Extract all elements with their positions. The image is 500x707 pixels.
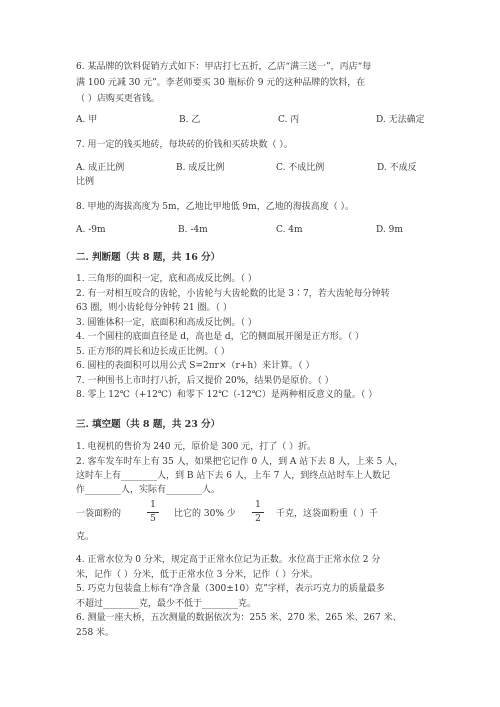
section-3-title: 三. 填空题（共 8 题，共 23 分） [76, 419, 221, 430]
fill-q2-line-2: 这时车上有________人，到 B 站下去 6 人，上车 7 人，到终点站时车上人数记 [76, 471, 391, 481]
q7-option-d[interactable]: D. 不成反 [377, 163, 417, 173]
q7-line-1: 7. 用一定的钱买地砖，每块砖的价钱和买砖块数（ ）。 [76, 140, 293, 150]
q7-option-c[interactable]: C. 不成比例 [276, 163, 325, 173]
fraction-one-fifth [147, 500, 159, 525]
q6-line-2: 满 100 元减 30 元”。李老师要买 30 瓶标价 9 元的这种品牌的饮料，在 [76, 78, 366, 88]
fill-q2-line-3: 作________人，实际有________人。 [76, 485, 221, 495]
fraction-one-fifth-denominator: 5 [150, 514, 156, 524]
fraction-bar [252, 512, 264, 513]
judge-line-9: 8. 零上 12℃（+12℃）和零下 12℃（-12℃）是两种相反意义的量。（ ） [76, 390, 378, 400]
judge-line-1: 1. 三角形的面积一定，底和高成反比例。（ ） [76, 274, 257, 284]
q6-option-d[interactable]: D. 无法确定 [376, 115, 425, 125]
judge-line-4: 3. 圆锥体积一定，底面积和高成反比例。（ ） [76, 318, 257, 328]
q6-option-c[interactable]: C. 丙 [278, 115, 300, 125]
judge-line-2: 2. 有一对相互咬合的齿轮，小齿轮与大齿轮数的比是 3∶7，若大齿轮每分钟转 [76, 289, 390, 299]
fraction-one-half-denominator: 2 [255, 514, 261, 524]
judge-line-5: 4. 一个圆柱的底面直径是 d，高也是 d，它的侧面展开图是正方形。（ ） [76, 332, 365, 342]
judge-line-3: 63 圈，则小齿轮每分钟转 21 圈。（ ） [76, 303, 232, 313]
fill-q4-line-2: 米，记作（ ）分米，低于正常水位 3 分米，记作（ ）分米。 [76, 570, 319, 580]
section-2-title: 二. 判断题（共 8 题，共 16 分） [76, 252, 221, 263]
fraction-one-fifth-numerator: 1 [150, 500, 156, 510]
fill-q6-line-1: 6. 测量一座大桥，五次测量的数据依次为：255 米、270 米、265 米、267 米、 [76, 613, 402, 623]
fraction-one-half-numerator: 1 [255, 500, 261, 510]
q7-option-d-wrap: 比例 [76, 177, 95, 187]
fill-q4-line-1: 4. 正常水位为 0 分米，规定高于正常水位记为正数。水位高于正常水位 2 分 [76, 555, 381, 565]
q7-option-a[interactable]: A. 成正比例 [76, 163, 125, 173]
q7-option-b[interactable]: B. 成反比例 [176, 163, 225, 173]
q8-option-a[interactable]: A. -9m [76, 225, 106, 235]
judge-line-8: 7. 一种围书上市时打八折，后又提价 20%，结果仍是原价。（ ） [76, 376, 334, 386]
q8-option-d[interactable]: D. 9m [376, 225, 403, 235]
q6-option-b[interactable]: B. 乙 [179, 115, 201, 125]
q6-line-1: 6. 某品牌的饮料促销方式如下：甲店打七五折，乙店“满三送一”，丙店“每 [76, 62, 372, 72]
q8-option-b[interactable]: B. -4m [178, 225, 208, 235]
fill-q3-text-a: 一袋面粉的 [76, 509, 122, 519]
q8-line-1: 8. 甲地的海拔高度为 5m，乙地比甲地低 9m，乙地的海拔高度（ ）。 [76, 202, 355, 212]
fraction-bar [147, 512, 159, 513]
fill-q5-line-1: 5. 巧克力包装盒上标有“净含量（300±10）克”字样，表示巧克力的质量最多 [76, 584, 385, 594]
fill-q1: 1. 电视机的售价为 240 元，原价是 300 元，打了（ ）折。 [76, 442, 317, 452]
fill-q3-text-b: 比它的 30% 少 [174, 509, 236, 519]
fill-q2-line-1: 2. 客车发车时车上有 35 人，如果把它记作 0 人，到 A 站下去 8 人，上来 5 人， [76, 457, 404, 467]
q6-option-a[interactable]: A. 甲 [76, 115, 98, 125]
judge-line-7: 6. 圆柱的表面积可以用公式 S=2πr×（r+h）来计算。（ ） [76, 361, 315, 371]
fill-q5-line-2: 不超过________克，最少不低于________克。 [76, 599, 257, 609]
q8-option-c[interactable]: C. 4m [276, 225, 303, 235]
fill-q3-text-c: 千克，这袋面粉重（ ）千 [276, 509, 378, 519]
q6-line-3: （ ）店购买更省钱。 [76, 94, 160, 104]
judge-line-6: 5. 正方形的周长和边长成正比例。（ ） [76, 347, 230, 357]
fill-q6-line-2: 258 米。 [76, 628, 115, 638]
fill-q3-text-d: 克。 [76, 532, 95, 542]
fraction-one-half [252, 500, 264, 525]
